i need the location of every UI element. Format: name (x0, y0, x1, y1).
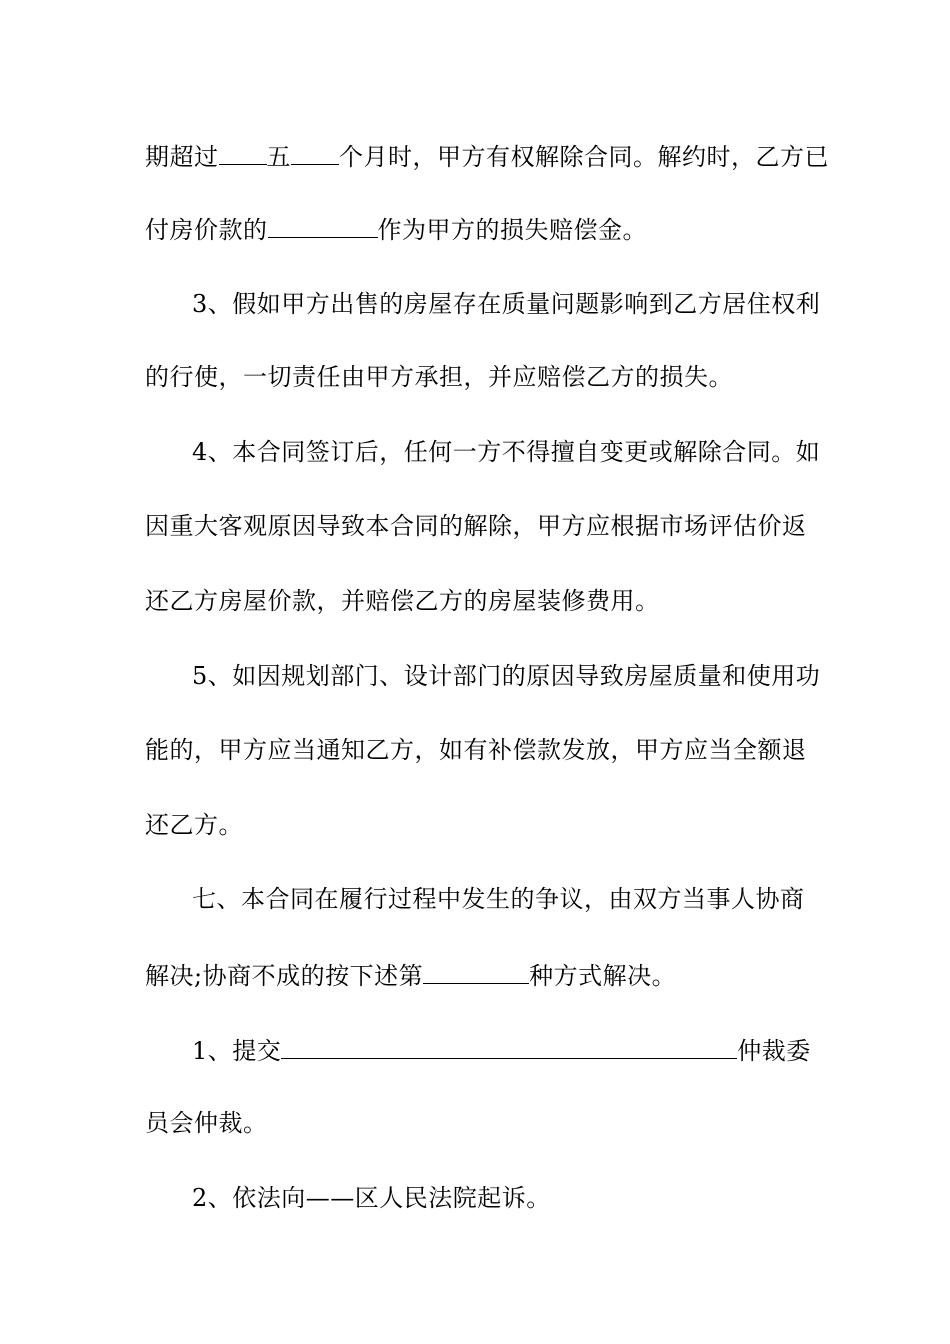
line-text: 个月时，甲方有权解除合同。解约时，乙方已 (339, 143, 829, 171)
paragraph-line: 2、依法向——区人民法院起诉。 (192, 1184, 551, 1212)
line-text: 期超过 (145, 143, 219, 171)
paragraph-line (145, 213, 647, 245)
paragraph-line: 还乙方。 (145, 811, 243, 839)
paragraph-line: 的行使，一切责任由甲方承担，并应赔偿乙方的损失。 (145, 363, 733, 391)
line-text: 作为甲方的损失赔偿金。 (377, 216, 647, 244)
paragraph-line: 还乙方房屋价款，并赔偿乙方的房屋装修费用。 (145, 587, 660, 615)
blank-underline (281, 1034, 737, 1059)
blank-underline (291, 140, 339, 165)
paragraph-line: 4、本合同签订后，任何一方不得擅自变更或解除合同。如 (192, 438, 821, 466)
blank-underline (219, 140, 267, 165)
paragraph-line: 3、假如甲方出售的房屋存在质量问题影响到乙方居住权利 (192, 290, 821, 318)
line-text: 付房价款的 (145, 216, 268, 244)
line-text: 仲裁委 (737, 1037, 811, 1065)
paragraph-line: 5、如因规划部门、设计部门的原因导致房屋质量和使用功 (192, 662, 821, 690)
filled-blank-text: 五 (266, 143, 291, 171)
blank-underline (268, 213, 378, 238)
paragraph-line (145, 959, 676, 991)
blank-underline (423, 959, 529, 984)
line-text: 解决;协商不成的按下述第 (145, 962, 424, 990)
paragraph-line: 因重大客观原因导致本合同的解除，甲方应根据市场评估价返 (145, 512, 807, 540)
paragraph-line (192, 1034, 811, 1066)
line-text: 种方式解决。 (529, 962, 677, 990)
paragraph-line: 七、本合同在履行过程中发生的争议，由双方当事人协商 (192, 885, 805, 913)
paragraph-line (145, 140, 829, 172)
line-text: 1、提交 (192, 1037, 282, 1065)
paragraph-line: 能的，甲方应当通知乙方，如有补偿款发放，甲方应当全额退 (145, 736, 807, 764)
paragraph-line: 员会仲裁。 (145, 1109, 268, 1137)
